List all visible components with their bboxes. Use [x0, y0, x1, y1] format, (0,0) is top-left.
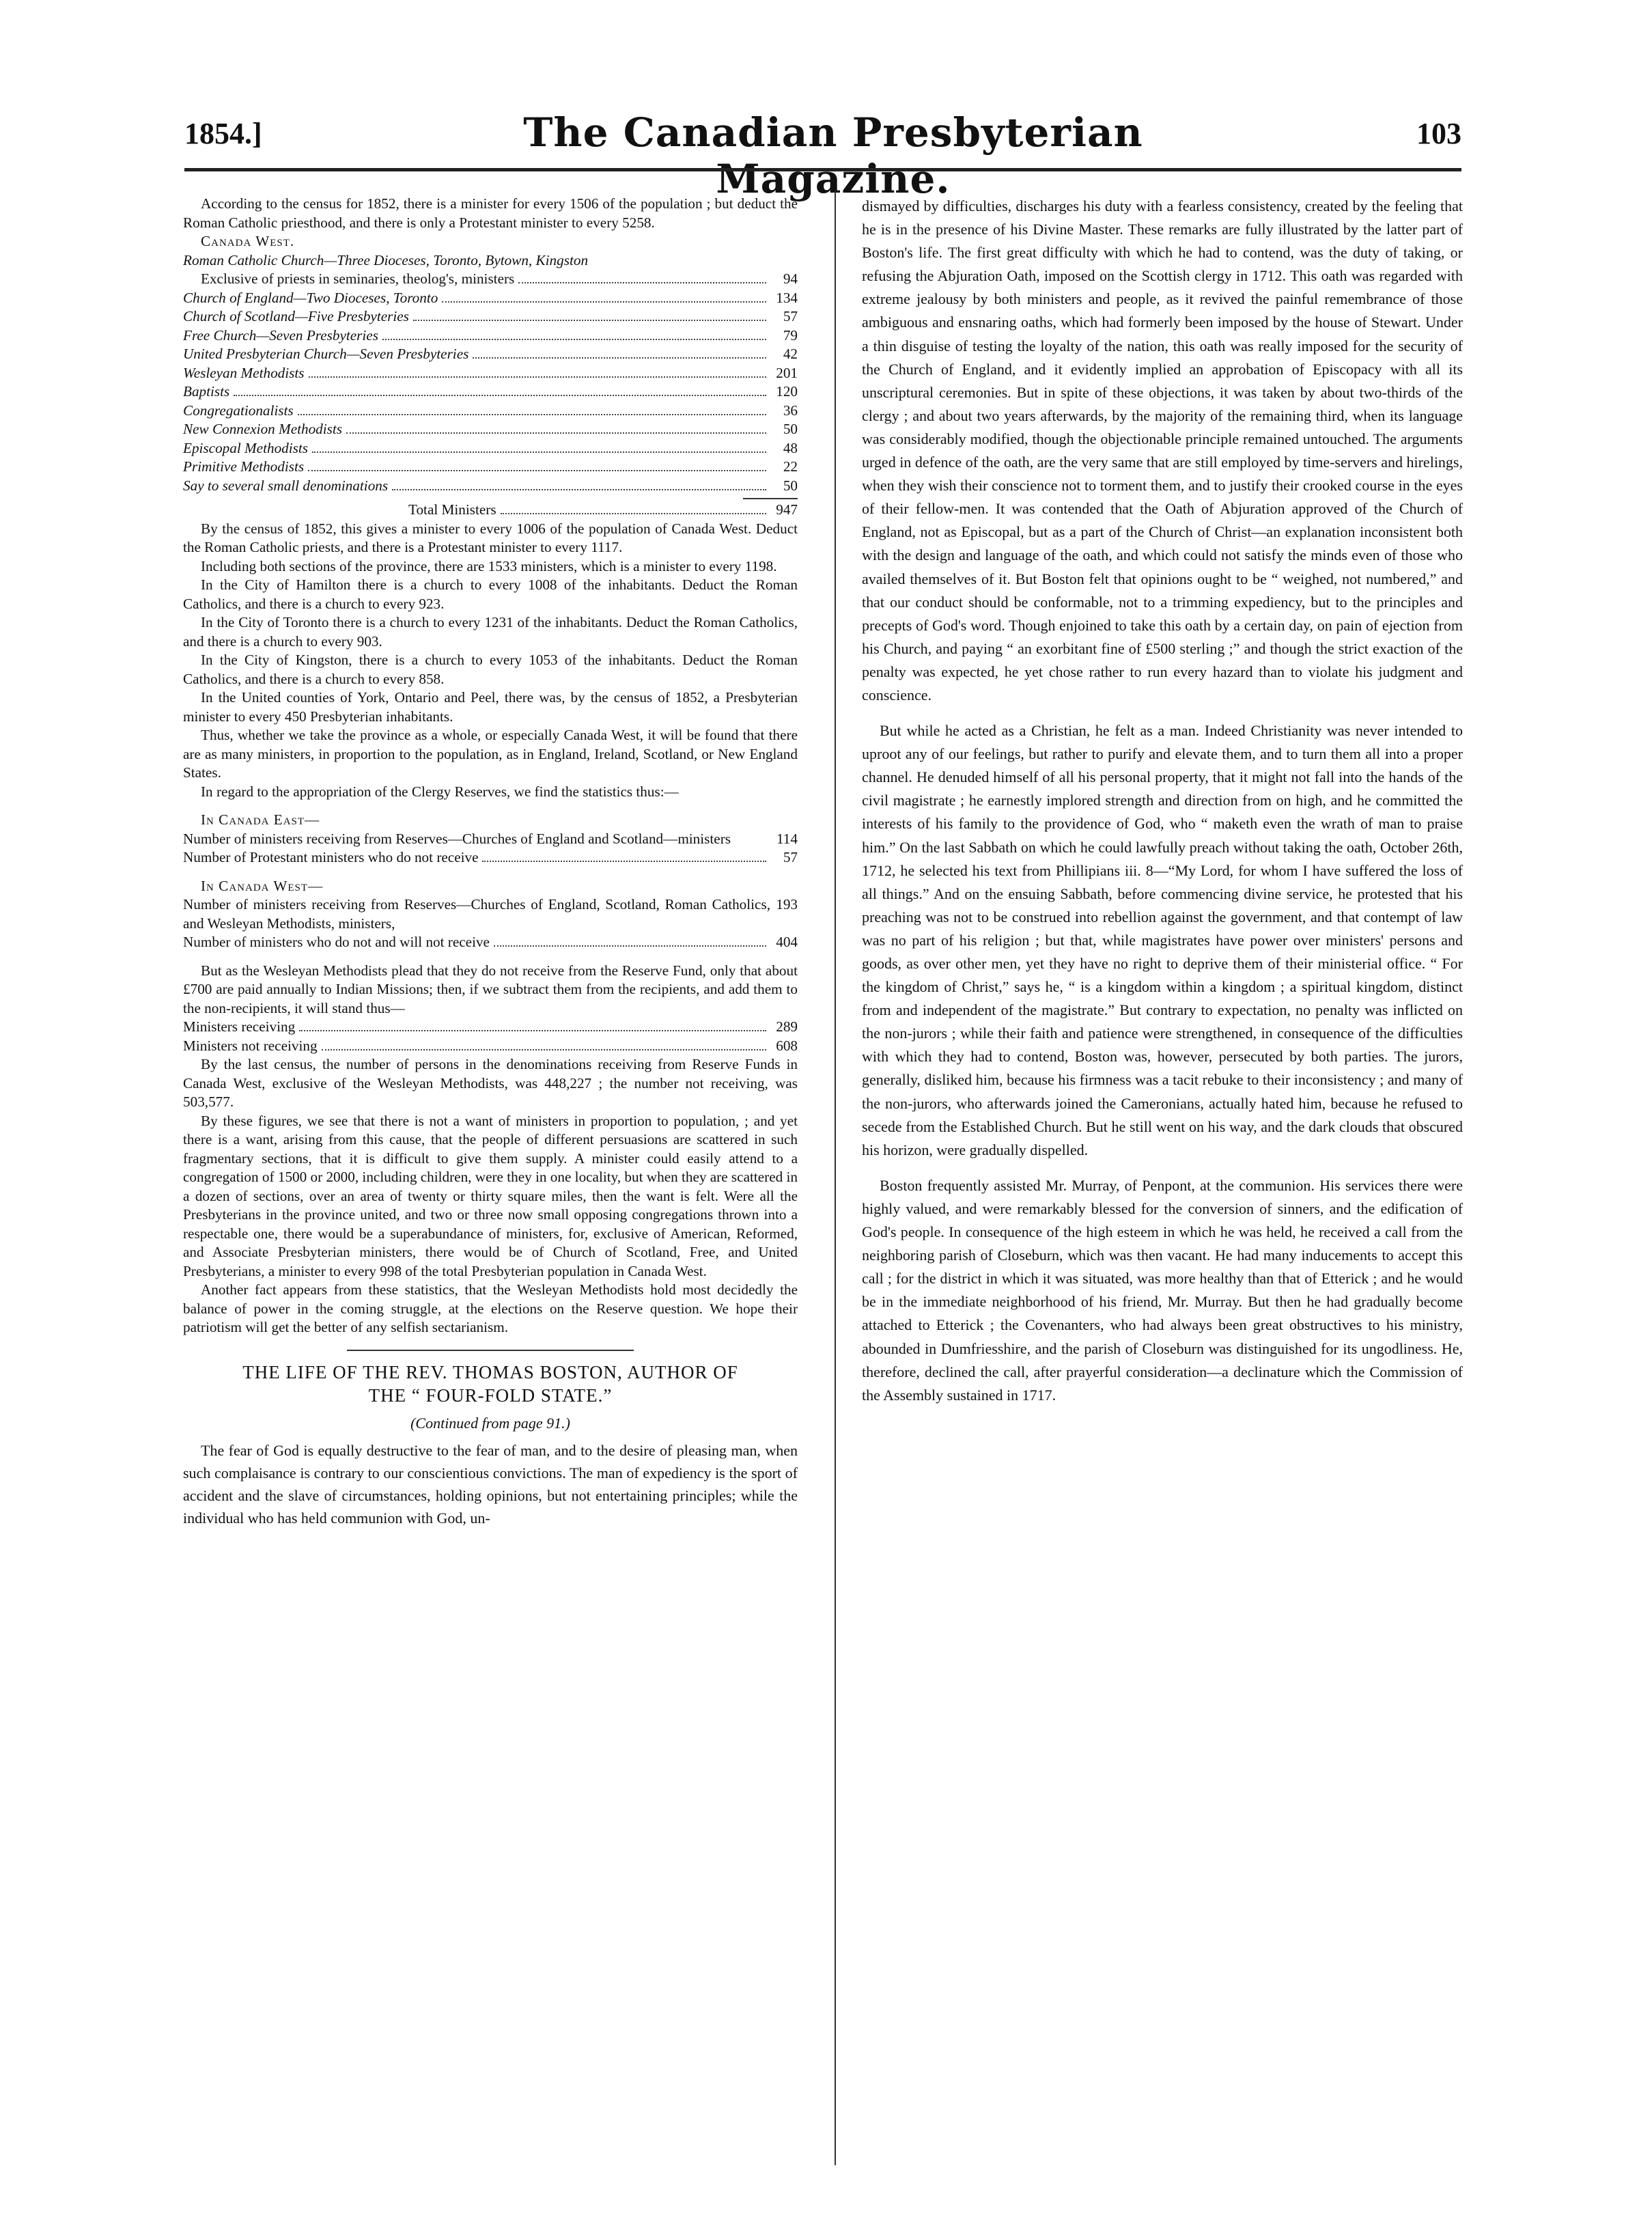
- ministers-list-row: [183, 326, 798, 346]
- canada-east-heading: In Canada East—: [201, 811, 320, 828]
- minister-count: 79: [783, 326, 798, 344]
- denomination-label: Say to several small denominations: [183, 477, 389, 494]
- denomination-label: Episcopal Methodists: [183, 439, 309, 456]
- leader-dots: [482, 860, 766, 862]
- denomination-label: Wesleyan Methodists: [183, 364, 305, 381]
- minister-count: 201: [776, 364, 798, 381]
- canada-west-heading: Canada West.: [201, 233, 295, 249]
- ministers-not-receiving-value: 608: [776, 1037, 798, 1054]
- denomination-label: Primitive Methodists: [183, 458, 305, 475]
- minister-count: 50: [783, 477, 798, 494]
- east-receiving-row: [183, 830, 798, 849]
- paragraph: dismayed by difficulties, discharges his duty with a fearless consistency, created by the feeling that he is in the presence of his Divine Master. These remarks are fully illustrated by the latter part of Boston's life. The first great difficulty with which he had to contend, was the duty of taking, or refusing the Abjuration Oath, imposed on the Scottish clergy in 1712. This oath was regarded with extreme jealousy by both ministers and people, as it revived the painful remembrance of those ambiguous and ensnaring oaths, which had formerly been imposed by the house of Stewart. Under a thin disguise of testing the loyalty of the nation, this oath was really imposed for the security of the Church of England, and it evidently implied an approbation of Episcopacy with all its unscriptural ceremonies. But in spite of these objections, it was taken by about two-thirds of the clergy ; and about two years afterwards, by the majority of the remaining third, when its language was considerably modified, though the objectionable principle remained untouched. The arguments urged in defence of the oath, are the very same that are still employed by time-servers and hirelings, when they wish their conscience not to torment them, and to justify their crooked course in the eyes of their fellow-men. It was contended that the Oath of Abjuration approved of the Church of England, not as Episcopal, but as a part of the Church of Christ—an explanation inconsistent both with the design and language of the oath, and which could not satisfy the minds even of those who availed themselves of it. But Boston felt that opinions ought to be “ weighed, not numbered,” and that our conduct should be conformable, not to a trimming expediency, but to the principles and precepts of God's word. Though enjoined to take this oath by a certain day, on pain of ejection from his Church, and paying “ an exorbitant fine of £500 sterling ;” and though the strict exaction of the penalty was expected, he yet chose rather to run every hazard than to violate his judgment and conscience.: [862, 197, 1463, 704]
- paragraph: Another fact appears from these statistics, that the Wesleyan Methodists hold most decidedly the balance of power in the coming struggle, at the elections on the Reserve question. We hope their patriotism will get the better of any selfish sectarianism.: [183, 1281, 798, 1335]
- leader-dots: [309, 376, 766, 378]
- west-receiving-label: Number of ministers receiving from Reserves—Churches of England, Scotland, Roman Catholics, and Wesleyan Methodists, ministers,: [183, 896, 770, 932]
- wesleyan-paragraph: But as the Wesleyan Methodists plead that they do not receive from the Reserve Fund, only that about £700 are paid annually to Indian Missions; then, if we subtract them from the recipients, and add them to the non-recipients, it will stand thus—: [183, 962, 798, 1016]
- leader-dots: [501, 512, 766, 514]
- west-not-receiving-label: Number of ministers who do not and will not receive: [183, 934, 490, 950]
- paragraph: Including both sections of the province, there are 1533 ministers, which is a minister to every 1198.: [201, 557, 777, 574]
- paragraph: In the United counties of York, Ontario and Peel, there was, by the census of 1852, a Presbyterian minister to every 450 Presbyterian inhabitants.: [183, 689, 798, 725]
- denomination-label: Church of Scotland—Five Presbyteries: [183, 308, 409, 324]
- roman-catholic-line: Roman Catholic Church—Three Dioceses, Toronto, Bytown, Kingston: [183, 251, 589, 268]
- paragraph: Boston frequently assisted Mr. Murray, of Penpont, at the communion. His services there were highly valued, and were remarkably blessed for the conversion of sinners, and the edification of God's people. In consequence of the high esteem in which he was held, he received a call from the neighboring parish of Closeburn, which was then vacant. He had many inducements to accept this call ; for the district in which it was situated, was more healthy than that of Etterick ; and he would be in the immediate neighborhood of his friend, Mr. Murray. But then he had gradually become attached to Etterick ; the Covenanters, who had always been great obstructives to his ministry, abounded in Dumfriesshire, and the parish of Closeburn was distinguished for its ungodliness. He, therefore, declined the call, after prayerful consideration—a declinature which the Commission of the Assembly sustained in 1717.: [862, 1176, 1463, 1404]
- minister-count: 22: [783, 458, 798, 475]
- ministers-list-row: [183, 439, 798, 458]
- leader-dots: [234, 394, 766, 396]
- minister-count: 134: [776, 289, 798, 306]
- east-not-receiving-value: 57: [783, 849, 798, 865]
- minister-count: 50: [783, 421, 798, 437]
- leader-dots: [413, 319, 766, 321]
- article-title-line-1: THE LIFE OF THE REV. THOMAS BOSTON, AUTHOR OF: [242, 1361, 738, 1382]
- paragraph: In the City of Toronto there is a church to every 1231 of the inhabitants. Deduct the Roman Catholics, and there is a church to every 903.: [183, 614, 798, 650]
- east-receiving-label: Number of ministers receiving from Reserves—Churches of England and Scotland—ministers: [183, 830, 731, 847]
- sum-rule: [743, 498, 798, 499]
- paragraph: In the City of Kingston, there is a church to every 1053 of the inhabitants. Deduct the Roman Catholics, and there is a church to every 858.: [183, 652, 798, 687]
- page-header: [184, 109, 1461, 202]
- denomination-label: United Presbyterian Church—Seven Presbyteries: [183, 346, 469, 362]
- leader-dots: [473, 357, 766, 359]
- minister-count: 57: [783, 308, 798, 324]
- header-rule: [184, 168, 1461, 171]
- west-receiving-row: [183, 895, 798, 933]
- left-column: [183, 195, 798, 1529]
- paragraph: Thus, whether we take the province as a whole, or especially Canada West, it will be found that there are as many ministers, in proportion to the population, as in England, Ireland, Scotland, or New England States.: [183, 727, 798, 781]
- article-opening-paragraph: The fear of God is equally destructive to the fear of man, and to the desire of pleasing man, when such complaisance is contrary to our conscientious convictions. The man of expediency is the sport of accident and the slave of circumstances, holding opinions, but not entertaining principles; while the individual who has held communion with God, un-: [183, 1442, 798, 1527]
- leader-dots: [312, 451, 766, 453]
- ministers-receiving-label: Ministers receiving: [183, 1018, 296, 1035]
- denomination-label: Church of England—Two Dioceses, Toronto: [183, 289, 438, 306]
- east-not-receiving-row: [183, 848, 798, 867]
- denomination-label: Congregationalists: [183, 402, 294, 419]
- ministers-list-row: [183, 382, 798, 402]
- leader-dots: [442, 301, 766, 303]
- paragraph: By the census of 1852, this gives a minister to every 1006 of the population of Canada West. Deduct the Roman Catholic priests, and there is a Protestant minister to every 1117.: [183, 520, 798, 555]
- header-date: 1854.]: [184, 117, 262, 150]
- ministers-list-row: [183, 402, 798, 421]
- leader-dots: [299, 1029, 766, 1031]
- ministers-list-row: [183, 477, 798, 496]
- ministers-list-row: [183, 270, 798, 289]
- ministers-list: [183, 270, 798, 495]
- leader-dots: [518, 281, 766, 283]
- ministers-list-row: [183, 420, 798, 439]
- magazine-title: The Canadian Presbyterian Magazine.: [523, 109, 1143, 202]
- leader-dots: [346, 432, 766, 434]
- west-not-receiving-value: 404: [776, 934, 798, 950]
- west-receiving-value: 193: [776, 896, 798, 913]
- denomination-label: Free Church—Seven Presbyteries: [183, 326, 378, 344]
- total-ministers-row: [183, 501, 798, 520]
- ministers-not-receiving-label: Ministers not receiving: [183, 1037, 318, 1054]
- west-not-receiving-row: [183, 933, 798, 952]
- continued-note: (Continued from page 91.): [410, 1414, 570, 1432]
- leader-dots: [298, 413, 766, 415]
- minister-count: 36: [783, 402, 798, 419]
- ministers-list-row: [183, 345, 798, 364]
- paragraph: By these figures, we see that there is not a want of ministers in proportion to population, ; and yet there is a want, arising from this cause, that the people of different persuasions are scattered in such fragmentary sections, that it is difficult to give them supply. A minister could easily attend to a congregation of 1500 or 2000, including children, were they in one locality, but when they are scattered in a dozen of sections, over an area of twenty or thirty square miles, then the want is felt. Were all the Presbyterians in the province united, and two or three now small opposing congregations thrown into a respectable one, there would be a superabundance of ministers, for, exclusive of American, Reformed, and Associate Presbyterian ministers, there would be of Church of Scotland, Free, and United Presbyterians, a minister to every 998 of the total Presbyterian population in Canada West.: [183, 1112, 798, 1279]
- paragraph: In the City of Hamilton there is a church to every 1008 of the inhabitants. Deduct the Roman Catholics, and there is a church to every 923.: [183, 576, 798, 612]
- total-value: 947: [776, 501, 798, 518]
- leader-dots: [322, 1048, 766, 1050]
- paragraph: But while he acted as a Christian, he felt as a man. Indeed Christianity was never intended to uproot any of our feelings, but rather to purify and elevate them, and to turn them all into a proper channel. He denuded himself of all his personal property, that it might not fall into the hands of the civil magistrate ; he earnestly implored strength and direction from on high, and he committed the interests of his family to the providence of God, who “ maketh even the wrath of man to praise him.” On the last Sabbath on which he could lawfully preach without taking the oath, October 26th, 1712, he selected his text from Phillipians iii. 8—“My Lord, for whom I have suffered the loss of all things.” And on the ensuing Sabbath, before commencing divine service, he protested that his preaching was not to be construed into rebellion against the government, and that contempt of law was no part of his religion ; but that, while magistrates have power over ministers' persons and goods, as over other men, yet they have no right to deprive them of their ministerial office. “ For the kingdom of Christ,” says he, “ is a kingdom within a kingdom ; a spiritual kingdom, distinct from and independent of the magistrate.” But contrary to expectation, no penalty was inflicted on the non-jurors ; while their faith and patience were strengthened, in consequence of the difficulties with which they had to contend, Boston was, however, persecuted by both parties. The jurors, generally, disliked him, because his firmness was a tacit rebuke to their inconsistency ; and many of the non-jurors, who afterwards joined the Cameronians, actually hated him, because he refused to secede from the Established Church. But he still went on his way, and the dark clouds that obscured his horizon, were gradually dispelled.: [862, 722, 1463, 1158]
- paragraph: In regard to the appropriation of the Clergy Reserves, we find the statistics thus:—: [201, 783, 679, 800]
- ministers-list-row: [183, 364, 798, 383]
- column-divider: [835, 191, 836, 2165]
- minister-count: 48: [783, 439, 798, 456]
- ministers-list-row: [183, 289, 798, 308]
- paragraph: By the last census, the number of persons in the denominations receiving from Reserve Funds in Canada West, exclusive of the Wesleyan Methodists, was 448,227 ; the number not receiving, was 503,577.: [183, 1056, 798, 1110]
- article-title-line-2: THE “ FOUR-FOLD STATE.”: [368, 1384, 613, 1406]
- denomination-label: Baptists: [183, 383, 230, 400]
- leader-dots: [494, 945, 766, 947]
- denomination-label: New Connexion Methodists: [183, 421, 343, 437]
- right-column: [862, 195, 1463, 1407]
- canada-west-2-heading: In Canada West—: [201, 877, 324, 894]
- ministers-receiving-row: [183, 1018, 798, 1037]
- east-not-receiving-label: Number of Protestant ministers who do not receive: [183, 849, 479, 865]
- leader-dots: [392, 488, 766, 490]
- ministers-list-row: [183, 307, 798, 326]
- minister-count: 120: [776, 383, 798, 400]
- leader-dots: [308, 469, 766, 471]
- ministers-list-row: [183, 458, 798, 477]
- ministers-receiving-value: 289: [776, 1018, 798, 1035]
- ministers-not-receiving-row: [183, 1037, 798, 1056]
- leader-dots: [382, 338, 766, 340]
- census-intro: According to the census for 1852, there is a minister for every 1506 of the population ; but deduct the Roman Catholic priesthood, and there is only a Protestant minister to every 5258.: [183, 195, 798, 231]
- minister-count: 94: [783, 270, 798, 287]
- total-label: Total Ministers: [408, 501, 496, 518]
- denomination-label: Exclusive of priests in seminaries, theolog's, ministers: [201, 270, 515, 287]
- east-receiving-value: 114: [776, 830, 798, 847]
- section-rule: [347, 1350, 634, 1351]
- page-number: 103: [1416, 117, 1461, 150]
- minister-count: 42: [783, 346, 798, 362]
